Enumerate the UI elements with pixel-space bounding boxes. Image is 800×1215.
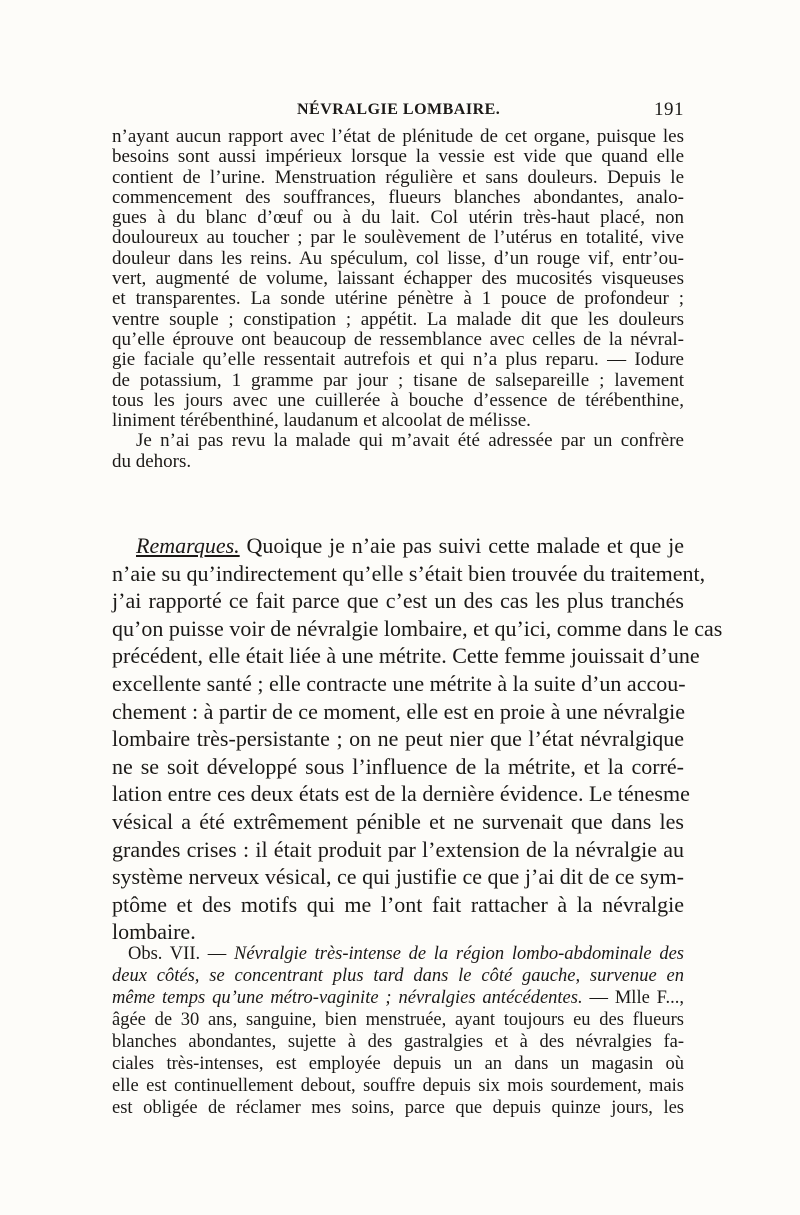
text-line: gues à du blanc d’œuf ou à du lait. Col utérin très-haut placé, non [112,207,684,229]
text-line: liniment térébenthiné, laudanum et alcoolat de mélisse. [112,410,531,432]
remarques-section [112,532,723,946]
text-line: commencement des souffrances, flueurs blanches abondantes, analo- [112,186,684,208]
text-line: et transparentes. La sonde utérine pénètre à 1 pouce de profondeur ; [112,288,684,310]
text-line: j’ai rapporté ce fait parce que c’est un des cas les plus tranchés [112,588,684,614]
text-line: ventre souple ; constipation ; appétit. La malade dit que les douleurs [112,308,684,330]
text-line: lation entre ces deux états est de la dernière évidence. Le ténesme [112,781,690,807]
text-line: vert, augmenté de volume, laissant échapper des mucosités visqueuses [112,268,684,290]
text-line: âgée de 30 ans, sanguine, bien menstruée, ayant toujours eu des flueurs [112,1010,684,1030]
text-line: système nerveux vésical, ce qui justifie ce que j’ai dit de ce sym- [112,864,684,890]
remarques-label: Remarques. [136,533,240,558]
text-line: excellente santé ; elle contracte une métrite à la suite d’un accou- [112,670,686,696]
text-line: précédent, elle était liée à une métrite. Cette femme jouissait d’une [112,643,700,669]
text-line: douleur dans les reins. Au spéculum, col lisse, d’un rouge vif, entr’ou- [112,247,684,269]
text-line: Je n’ai pas revu la malade qui m’avait été adressée par un confrère [136,430,684,452]
clinical-notes [112,127,684,472]
text-line: douloureux au toucher ; par le soulèvement de l’utérus en totalité, vive [112,227,684,249]
text-line: besoins sont aussi impérieux lorsque la vessie est vide que quand elle [112,146,684,168]
text-line: chement : à partir de ce moment, elle est en proie à une névralgie [112,698,685,724]
text-line: n’ayant aucun rapport avec l’état de plénitude de cet organe, puisque les [112,126,684,147]
observation-label: Obs. VII. — [128,944,227,964]
text-line: lombaire. [112,919,196,945]
text-line: qu’elle éprouve ont beaucoup de ressemblance avec celles de la névral- [112,328,684,350]
text-line: vésical a été extrêmement pénible et ne survenait que dans les [112,808,684,834]
text-line: ciales très-intenses, est employée depuis un an dans un magasin où [112,1054,684,1074]
text-line: est obligée de réclamer mes soins, parce que depuis quinze jours, les [112,1098,684,1118]
page-number: 191 [654,99,684,120]
observation-patient: — Mlle F..., [582,988,684,1008]
remarques-first-text: Quoique je n’aie pas suivi cette malade et que je [239,533,684,558]
text-line: du dehors. [112,450,192,472]
observation-title: Névralgie très-intense de la région lombo-abdominale des [226,944,684,964]
text-line: elle est continuellement debout, souffre depuis six mois sourdement, mais [112,1076,684,1096]
text-line: blanches abondantes, sujette à des gastralgies et à des névralgies fa- [112,1032,684,1052]
text-line: ne se soit développé sous l’influence de la métrite, et la corré- [112,753,684,779]
observation-section [112,943,684,1119]
text-line: contient de l’urine. Menstruation régulière et sans douleurs. Depuis le [112,166,684,188]
text-line: n’aie su qu’indirectement qu’elle s’était bien trouvée du traitement, [112,560,706,586]
page-header [112,96,684,126]
text-line: ptôme et des motifs qui me l’ont fait rattacher à la névralgie [112,891,684,917]
text-line: gie faciale qu’elle ressentait autrefois et qui n’a plus reparu. — Iodure [112,349,684,371]
text-line: qu’on puisse voir de névralgie lombaire, et qu’ici, comme dans le cas [112,615,723,641]
text-line: tous les jours avec une cuillerée à bouche d’essence de térébenthine, [112,389,684,411]
observation-title-end-line [112,987,684,1009]
observation-title-line: deux côtés, se concentrant plus tard dans le côté gauche, survenue en [112,966,684,986]
text-line: grandes crises : il était produit par l’extension de la névralgie au [112,836,684,862]
text-line: de potassium, 1 gramme par jour ; tisane de salsepareille ; lavement [112,369,684,391]
observation-first-line [112,943,684,965]
observation-title-end: même temps qu’une métro-vaginite ; névralgies antécédentes. [112,988,583,1008]
remarques-first-line [112,532,684,560]
running-title: NÉVRALGIE LOMBAIRE. [297,101,501,118]
text-line: lombaire très-persistante ; on ne peut nier que l’état névralgique [112,726,684,752]
